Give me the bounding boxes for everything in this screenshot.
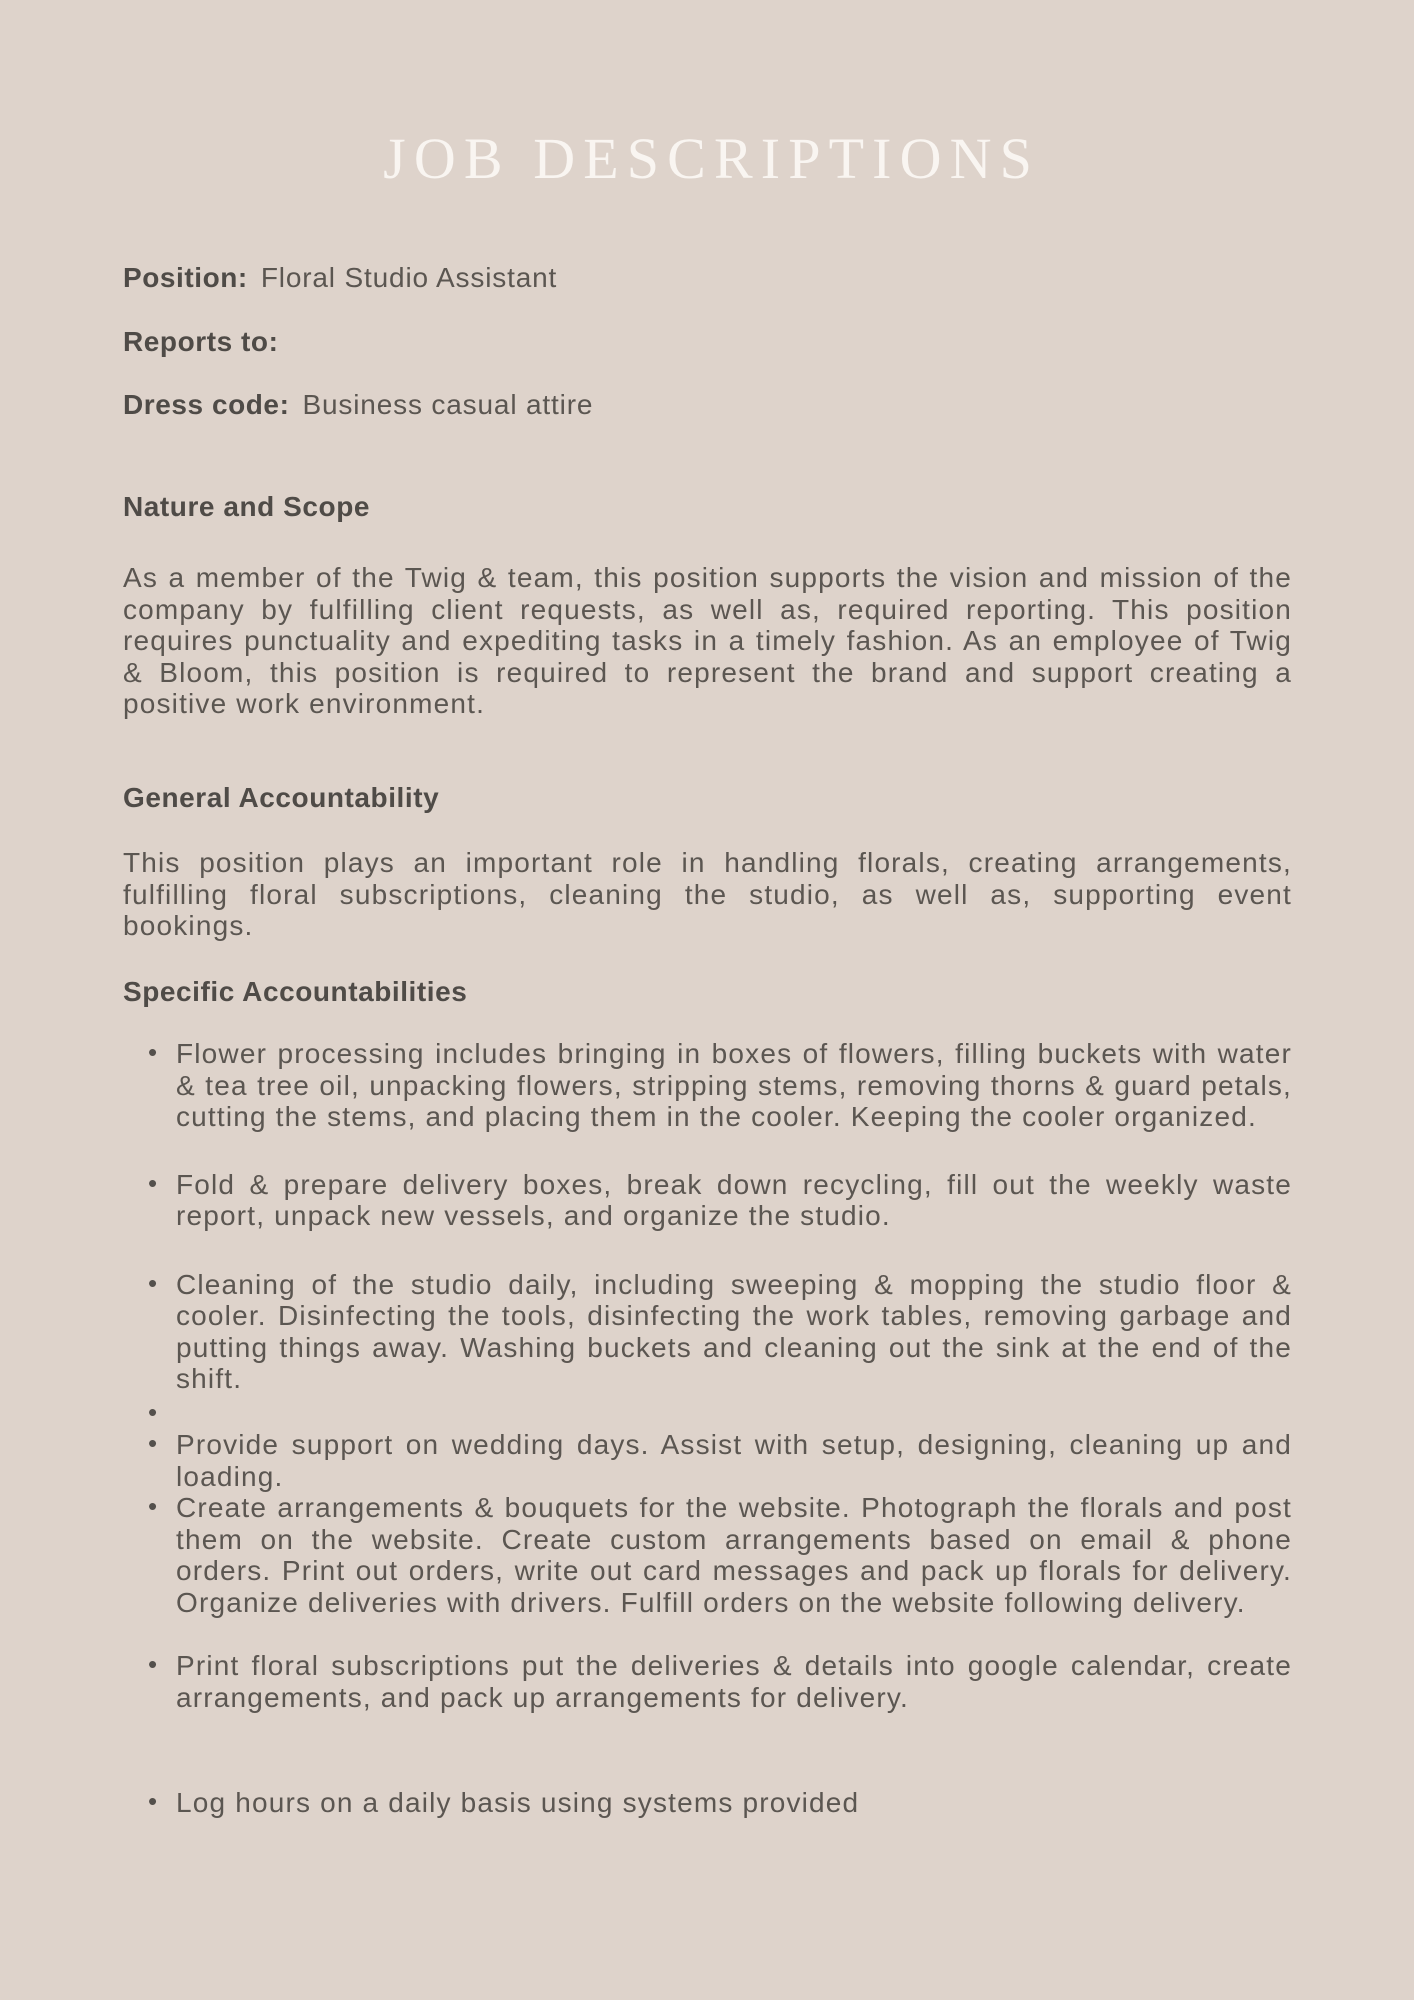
section-general-accountability (123, 782, 1292, 942)
list-item: • Log hours on a daily basis using systems provided (176, 1787, 1292, 1819)
section-specific-accountabilities (123, 976, 1292, 1819)
meta-row-position (123, 262, 1292, 294)
list-item: • Provide support on wedding days. Assist with setup, designing, cleaning up and loading. (176, 1429, 1292, 1492)
section-nature-and-scope (123, 491, 1292, 720)
meta-row-reports-to (123, 326, 1292, 358)
dress-code-label: Dress code: (123, 389, 290, 420)
page-title: JOB DESCRIPTIONS (383, 126, 1040, 191)
list-item: • Print floral subscriptions put the deliveries & details into google calendar, create arrangements, and pack up arrangements for delivery. (176, 1650, 1292, 1713)
list-item: • Flower processing includes bringing in boxes of flowers, filling buckets with water & tea tree oil, unpacking flowers, stripping stems, removing thorns & guard petals, cutting the stems, and placing them in the cooler. Keeping the cooler organized. (176, 1038, 1292, 1133)
section-heading-specific: Specific Accountabilities (123, 975, 468, 1007)
dress-code-value: Business casual attire (302, 389, 594, 420)
section-paragraph-nature: As a member of the Twig & team, this position supports the vision and mission of the company by fulfilling client requests, as well as, required reporting. This position requires punctuality and expediting tasks in a timely fashion. As an employee of Twig & Bloom, this position is required to represent the brand and support creating a positive work environment. (123, 562, 1292, 719)
reports-to-label: Reports to: (123, 325, 279, 357)
list-item: • Fold & prepare delivery boxes, break down recycling, fill out the weekly waste report, unpack new vessels, and organize the studio. (176, 1169, 1292, 1232)
list-item: • Create arrangements & bouquets for the website. Photograph the florals and post them on the website. Create custom arrangements based on email & phone orders. Print out orders, write out card messages and pack up florals for delivery. Organize deliveries with drivers. Fulfill orders on the website following delivery. (176, 1492, 1292, 1618)
position-value: Floral Studio Assistant (260, 262, 558, 293)
list-item-empty (176, 1398, 1292, 1430)
list-item: • Cleaning of the studio daily, including sweeping & mopping the studio floor & cooler. Disinfecting the tools, disinfecting the work tables, removing garbage and putting things away. Washing buckets and cleaning out the sink at the end of the shift. (176, 1269, 1292, 1395)
position-label: Position: (123, 262, 248, 293)
section-heading-nature: Nature and Scope (123, 490, 371, 522)
meta-block (123, 262, 1292, 421)
bullet-list (123, 1038, 1292, 1819)
meta-row-dress-code (123, 389, 1292, 421)
section-heading-general: General Accountability (123, 781, 440, 813)
section-paragraph-general: This position plays an important role in handling florals, creating arrangements, fulfilling floral subscriptions, cleaning the studio, as well as, supporting event bookings. (123, 847, 1292, 941)
